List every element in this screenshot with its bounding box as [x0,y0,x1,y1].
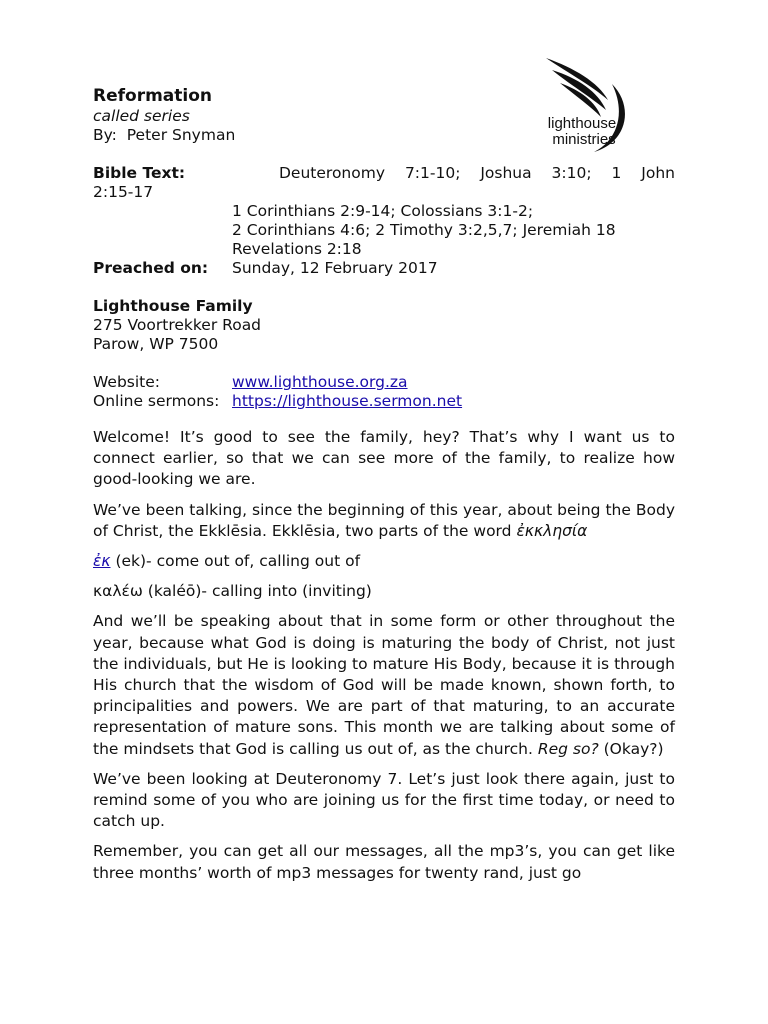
preached-on-row [93,259,675,278]
ref-part: Deuteronomy [279,164,386,182]
ref-part: 1 [611,164,622,182]
bible-text-wrap: 2:15-17 [93,183,154,201]
bible-text-row [93,164,675,183]
ref-part: John [641,164,675,182]
bible-text-line1 [232,164,675,183]
paragraph-maturing-text: And we’ll be speaking about that in some form or other throughout the year, because what God is doing is maturing the body of Christ, not just the individuals, but He is looking to mature His Body, because it is through His church that the wisdom of God will be made known, shown forth, to principalities and powers. We are part of that maturing, to an accurate representation of mature sons. This month we are talking about some of the mindsets that God is calling us out of, as the church. [93,612,675,758]
author-name: Peter Snyman [126,126,236,144]
definition-ek [93,551,675,572]
website-row [93,373,675,392]
logo-line1: lighthouse [547,115,617,132]
greek-ekklesia: ἐκκλησία [516,521,588,540]
afrikaans-phrase: Reg so? [537,739,599,758]
church-name: Lighthouse Family [93,297,253,315]
ref-part: Joshua [480,164,532,182]
bible-text-label: Bible Text: [93,164,186,182]
definition-kaleo: καλέω (kaléō)- calling into (inviting) [93,582,372,601]
bible-text-line: 1 Corinthians 2:9-14; Colossians 3:1-2; [232,202,534,220]
church-address-line2: Parow, WP 7500 [93,335,219,353]
paragraph-ekklesia-text: We’ve been talking, since the beginning of this year, about being the Body of Christ, the Ekklēsia. Ekklēsia, two parts of the word [93,500,675,540]
paragraph-deuteronomy: We’ve been looking at Deuteronomy 7. Let’s just look there again, just to remind some of you who are joining us for the first time today, or need to catch up. [93,769,675,831]
logo-line2: ministries [552,131,616,148]
definition-ek-text: (ek)- come out of, calling out of [110,552,361,571]
paragraph-messages: Remember, you can get all our messages, all the mp3’s, you can get like three months’ worth of mp3 messages for twenty rand, just go [93,842,675,882]
author-label: By: [93,126,117,144]
sermons-row [93,392,675,411]
sermon-title: Reformation [93,86,212,106]
paragraph-welcome: Welcome! It’s good to see the family, hey? That’s why I want us to connect earlier, so that we can see more of the family, to realize how good-looking we are. [93,428,675,489]
document-page [93,86,675,884]
series-label: called series [93,107,190,125]
ref-part: 7:1-10; [404,164,461,182]
paragraph-maturing [93,611,675,759]
ref-part: 3:10; [551,164,592,182]
website-link[interactable]: www.lighthouse.org.za [232,373,408,391]
sermons-label: Online sermons: [93,392,220,410]
translation-okay: (Okay?) [598,739,664,758]
preached-on-label: Preached on: [93,259,209,277]
author-line [93,126,675,145]
website-label: Website: [93,373,161,391]
preached-on-date: Sunday, 12 February 2017 [232,259,438,277]
church-address-line1: 275 Voortrekker Road [93,316,262,334]
bible-text-line: Revelations 2:18 [232,240,362,258]
bible-text-line: 2 Corinthians 4:6; 2 Timothy 3:2,5,7; Jeremiah 18 [232,221,616,239]
sermons-link[interactable]: https://lighthouse.sermon.net [232,392,463,410]
paragraph-ekklesia [93,500,675,542]
greek-ek-link[interactable]: ἐκ [93,552,111,571]
